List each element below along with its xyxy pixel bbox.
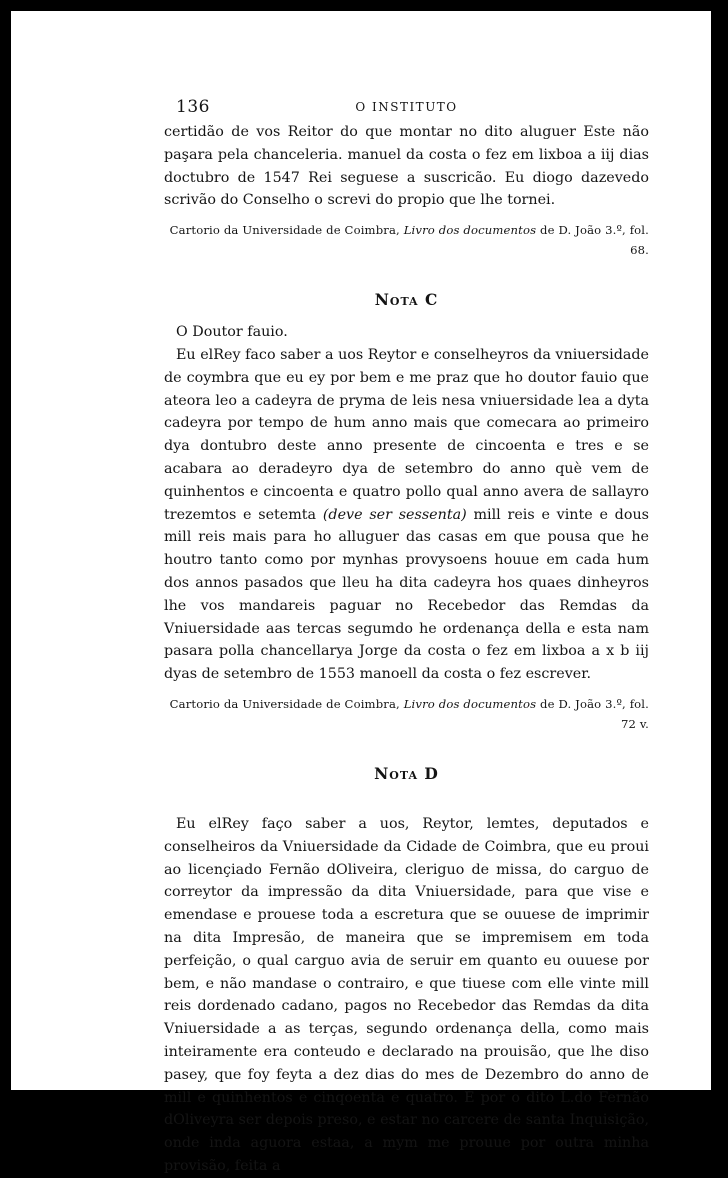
note-d-heading: Nota D bbox=[374, 763, 439, 783]
note-c-heading: Nota C bbox=[374, 290, 439, 310]
page-content bbox=[164, 91, 649, 1178]
note-c-intro: O Doutor fauio. bbox=[176, 324, 288, 341]
editorial-note: (deve ser sessenta) bbox=[322, 506, 467, 523]
continuation-paragraph: certidão de vos Reitor do que montar no dito aluguer Este não paşara pela chanceleria. manuel da costa o fez em lixboa a iij dias doctubro de 1547 Rei seguese a suscricão. Eu diogo dazevedo scrivão do Conselho o screvi do propio que lhe tornei. bbox=[164, 124, 649, 209]
citation-suffix: de D. João 3.º, fol. 68. bbox=[536, 223, 649, 258]
note-c-text-part1: Eu elRey faco saber a uos Reytor e conselheyros da vniuersidade de coymbra que eu ey por bem e me praz que ho doutor fauio que ateora leo a cadeyra de pryma de leis nesa vniuersidade lea a dyta cadeyra por tempo de hum anno mais que comecara ao primeiro dya dontubro deste anno presente de cincoenta e tres e se acabara ao deradeyro dya de setembro do anno què vem de quinhentos e cincoenta e quatro pollo qual anno avera de sallayro trezemtos e setemta bbox=[164, 346, 649, 523]
book-page bbox=[11, 11, 711, 1174]
citation-top bbox=[164, 220, 649, 260]
page-header bbox=[164, 91, 649, 121]
page-number: 136 bbox=[176, 97, 210, 117]
running-title: O INSTITUTO bbox=[355, 100, 458, 114]
citation-prefix: Cartorio da Universidade de Coimbra, bbox=[169, 223, 404, 238]
citation-title: Livro dos documentos bbox=[403, 223, 537, 238]
citation-suffix: de D. João 3.º, fol. 72 v. bbox=[536, 696, 649, 731]
citation-note-c bbox=[164, 694, 649, 734]
note-c-paragraph bbox=[164, 344, 649, 686]
note-d-paragraph: Eu elRey faço saber a uos, Reytor, lemtes, deputados e conselheiros da Vniuersidade da Cidade de Coimbra, que eu proui ao licençiado Fernão dOliveira, cleriguo de missa, do carguo de correytor da impressão da dita Vniuersidade, para que vise e emendase e prouese toda a escretura que se ouuese de imprimir na dita Impresão, de maneira que se impremisem em toda perfeição, o qual carguo avia de seruir em quanto eu ouuese por bem, e não mandase o contrairo, e que tiuese com elle vinte mill reis dordenado cadano, pagos no Recebedor das Remdas da dita Vniuersidade a as terças, segundo ordenança della, como mais inteiramente era conteudo e declarado na prouisão, que lhe diso pasey, que foy feyta a dez dias do mes de Dezembro do anno de mill e quinhentos e cinqoenta e quatro. E por o dito L.do Fernão dOliveyra ser depois preso, e estar no carcere de santa Inquisição, onde inda aguora estaa, a mym me prouue por outra minha provisão, feita a bbox=[164, 815, 649, 1174]
note-c-text-part2: mill reis e vinte e dous mill reis mais para ho alluguer das casas em que pousa que he houtro tanto como por mynhas provysoens houue em cada hum dos annos pasados que lleu ha dita cadeyra hos quaes dinheyros lhe vos mandareis paguar no Recebedor das Remdas da Vniuersidade aas tercas segumdo he ordenança della e esta nam pasara polla chancellarya Jorge da costa o fez em lixboa a x b iij dyas de setembro de 1553 manoell da costa o fez escrever. bbox=[164, 506, 649, 683]
citation-title: Livro dos documentos bbox=[403, 696, 537, 711]
citation-prefix: Cartorio da Universidade de Coimbra, bbox=[169, 696, 404, 711]
